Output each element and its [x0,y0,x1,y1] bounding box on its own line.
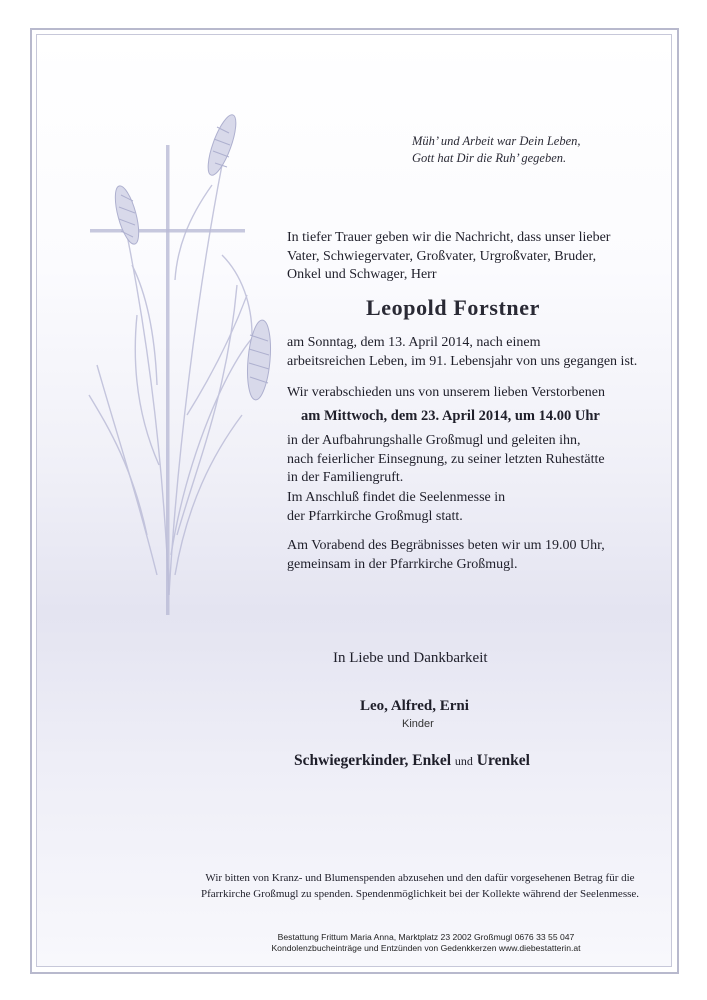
donation-note-line-1: Wir bitten von Kranz- und Blumenspenden abzusehen und den dafür vorgesehenen Betrag für die [205,872,635,884]
motto-line-1: Müh’ und Arbeit war Dein Leben, [412,134,581,148]
family-part-2: Urenkel [476,752,530,769]
thanks-text: In Liebe und Dankbarkeit [333,650,488,666]
donation-note-line-2: Pfarrkirche Großmugl zu spenden. Spendenmöglichkeit bei der Kollekte während der Seelenmesse. [200,887,640,900]
location-line-2: nach feierlicher Einsegnung, zu seiner letzten Ruhestätte [287,451,605,467]
family-part-1: Schwiegerkinder, Enkel [294,752,452,769]
intro-paragraph [287,229,610,285]
location-line-3: in der Familiengruft. [287,470,404,485]
intro-line-3: Onkel und Schwager, Herr [287,267,437,282]
children-label: Kinder [402,718,434,730]
donation-note [170,871,670,902]
funeral-datetime: am Mittwoch, dem 23. April 2014, um 14.00 Uhr [301,408,600,424]
death-notice [287,334,637,371]
mass-line-2: der Pfarrkirche Großmugl statt. [287,508,463,524]
funeral-home-info [216,932,636,954]
death-notice-line-2: arbeitsreichen Leben, im 91. Lebensjahr von uns gegangen ist. [287,353,638,369]
intro-line-1: In tiefer Trauer geben wir die Nachricht, dass unser lieber [287,230,611,245]
mass-paragraph [287,489,505,526]
motto [412,133,581,167]
funeral-home-line-2: Kondolenzbucheinträge und Entzünden von Gedenkkerzen www.diebestatterin.at [271,943,581,953]
deceased-name: Leopold Forstner [366,295,540,320]
eve-prayer-line-1: Am Vorabend des Begräbnisses beten wir um 19.00 Uhr, [287,538,605,553]
family-conjunction: und [454,754,473,768]
location-line-1: in der Aufbahrungshalle Großmugl und geleiten ihn, [287,433,581,448]
motto-line-2: Gott hat Dir die Ruh’ gegeben. [412,151,567,165]
eve-prayer-line-2: gemeinsam in der Pfarrkirche Großmugl. [287,556,518,572]
location-paragraph [287,432,605,488]
mass-line-1: Im Anschluß findet die Seelenmesse in [287,490,506,505]
family-line [294,752,530,770]
children-names: Leo, Alfred, Erni [360,698,469,714]
death-notice-line-1: am Sonntag, dem 13. April 2014, nach einem [287,335,541,350]
eve-prayer-paragraph [287,537,605,574]
farewell-text: Wir verabschieden uns von unserem lieben Verstorbenen [287,385,605,400]
funeral-home-line-1: Bestattung Frittum Maria Anna, Marktplatz 23 2002 Großmugl 0676 33 55 047 [277,932,575,942]
intro-line-2: Vater, Schwiegervater, Großvater, Urgroßvater, Bruder, [287,248,597,264]
